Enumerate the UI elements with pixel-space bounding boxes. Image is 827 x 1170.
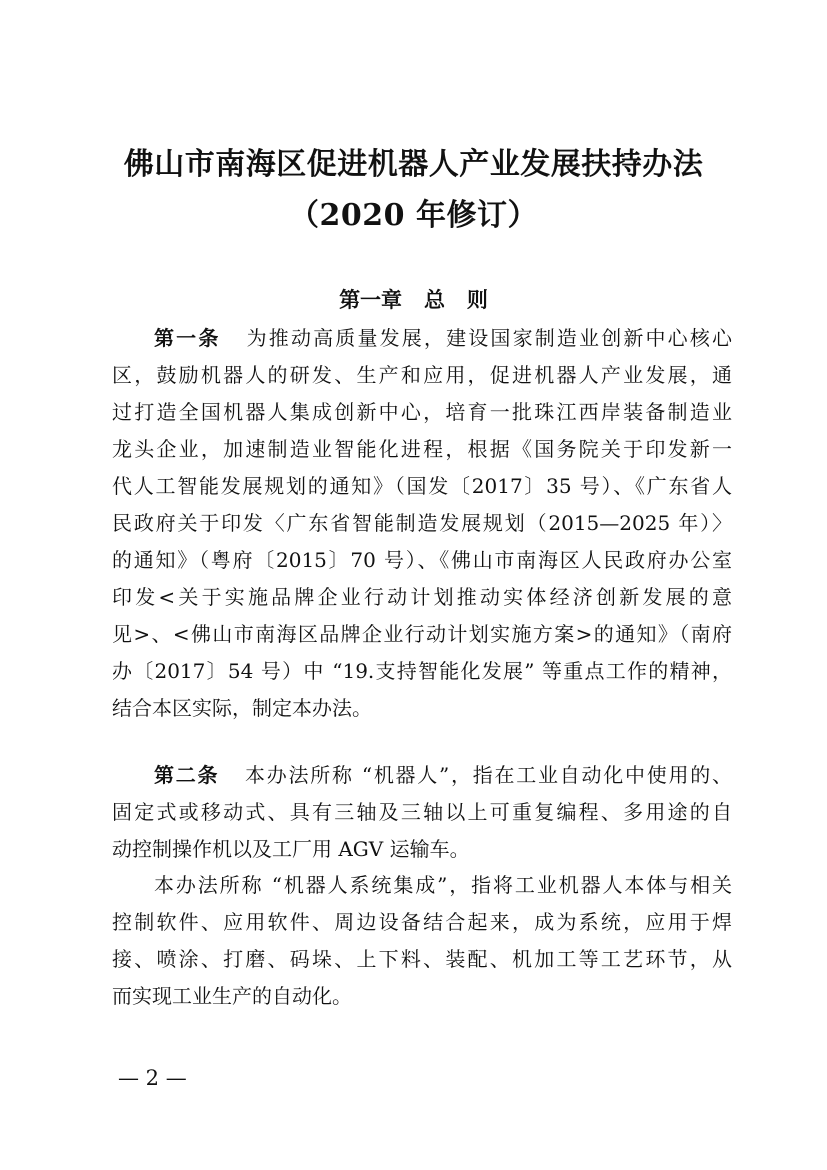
article-2-line: 固定式或移动式、具有三轴及三轴以上可重复编程、多用途的自 — [112, 800, 732, 824]
article-1-line: 的通知》（粤府〔2015〕70 号）、《佛山市南海区人民政府办公室 — [112, 548, 732, 572]
paragraph-system-integration — [112, 867, 732, 1015]
paragraph-line: 控制软件、应用软件、周边设备结合起来，成为系统，应用于焊 — [112, 910, 732, 934]
article-1-line: 结合本区实际，制定本办法。 — [112, 696, 372, 720]
article-1-line: 民政府关于印发〈广东省智能制造发展规划（2015—2025 年）〉 — [112, 511, 732, 535]
article-2-line — [112, 757, 732, 794]
page-number: — 2 — — [118, 1066, 187, 1090]
article-1-line: 代人工智能发展规划的通知》（国发〔2017〕35 号）、《广东省人 — [112, 474, 732, 498]
article-1-line: 区，鼓励机器人的研发、生产和应用，促进机器人产业发展，通 — [112, 363, 732, 387]
article-1 — [112, 320, 732, 727]
article-2-line: 动控制操作机以及工厂用 AGV 运输车。 — [112, 837, 470, 861]
article-1-line: 过打造全国机器人集成创新中心，培育一批珠江西岸装备制造业 — [112, 400, 732, 424]
article-1-line: 见>、<佛山市南海区品牌企业行动计划实施方案>的通知》（南府 — [112, 622, 732, 646]
article-1-text: 为推动高质量发展，建设国家制造业创新中心核心 — [244, 326, 732, 350]
document-title: 佛山市南海区促进机器人产业发展扶持办法 — [123, 147, 704, 182]
paragraph-line: 而实现工业生产的自动化。 — [112, 984, 352, 1008]
article-1-line — [112, 320, 732, 357]
article-2-text: 本办法所称 “机器人”，指在工业自动化中使用的、 — [243, 763, 732, 787]
article-1-line: 办〔2017〕54 号）中 “19.支持智能化发展” 等重点工作的精神， — [112, 659, 732, 683]
article-1-label: 第一条 — [154, 326, 221, 350]
document-subtitle: （2020 年修订） — [289, 198, 538, 233]
paragraph-line: 本办法所称 “机器人系统集成”，指将工业机器人本体与相关 — [154, 873, 732, 897]
article-2-label: 第二条 — [154, 763, 220, 787]
article-1-line: 龙头企业，加速制造业智能化进程，根据《国务院关于印发新一 — [112, 437, 732, 461]
article-1-line: 印发<关于实施品牌企业行动计划推动实体经济创新发展的意 — [112, 585, 732, 609]
article-2 — [112, 757, 732, 868]
paragraph-line: 接、喷涂、打磨、码垛、上下料、装配、机加工等工艺环节，从 — [112, 947, 732, 971]
chapter-heading: 第一章 总 则 — [339, 287, 488, 312]
